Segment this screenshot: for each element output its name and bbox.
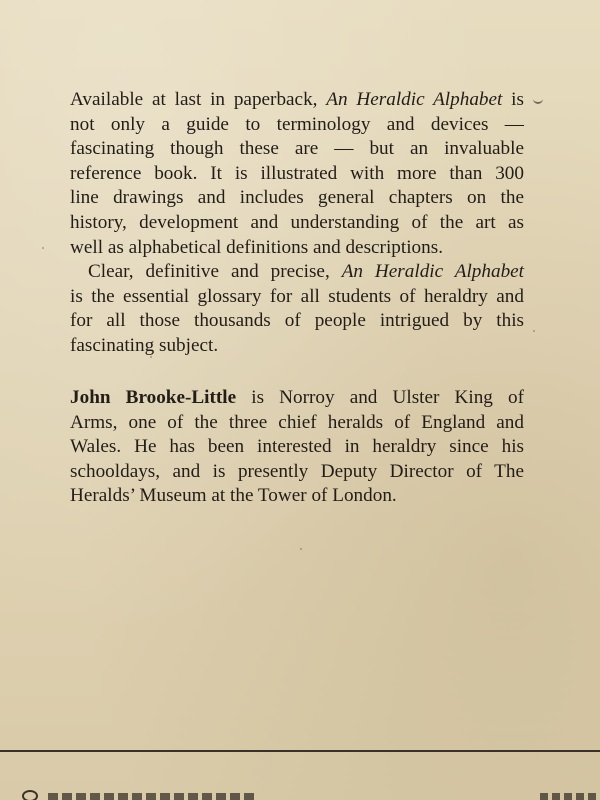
bio-line-3: Wales. He has been interested in heraldry since his xyxy=(70,436,524,458)
blurb-line-1 xyxy=(70,88,524,113)
paper-speck xyxy=(533,330,535,332)
bio-line-5: Heralds’ Museum at the Tower of London. xyxy=(70,485,397,507)
bio-text: is Norroy and Ulster King of xyxy=(236,387,524,408)
blurb-line-4: reference book. It is illustrated with more than 300 xyxy=(70,162,524,184)
blurb-line-2: not only a guide to terminology and devices — xyxy=(70,113,524,135)
blurb-line-11: fascinating subject. xyxy=(70,334,219,356)
blurb-text: Clear, definitive and precise, xyxy=(88,261,342,283)
paper-speck xyxy=(42,247,44,249)
paper-speck xyxy=(150,356,152,358)
blurb-line-5: line drawings and includes general chapters on the xyxy=(70,187,524,209)
publisher-logo-icon xyxy=(22,790,38,800)
author-bio xyxy=(70,386,524,509)
book-title: An Heraldic Alphabet xyxy=(341,261,525,283)
cropped-footer-text-right xyxy=(540,793,596,800)
blurb-line-9: is the essential glossary for all students of heraldry and xyxy=(70,285,524,307)
blurb-line-7: well as alphabetical definitions and descriptions. xyxy=(70,236,443,258)
bio-line-2: Arms, one of the three chief heralds of England and xyxy=(70,411,524,433)
blurb-line-10: for all those thousands of people intrigued by this xyxy=(70,310,524,332)
blurb-line-8 xyxy=(70,260,524,285)
blurb-line-3: fascinating though these are — but an invaluable xyxy=(70,138,524,160)
blurb-line-6: history, development and understanding of the art as xyxy=(70,211,524,233)
book-title: An Heraldic Alphabet xyxy=(326,89,503,110)
author-name: John Brooke-Little xyxy=(70,387,237,408)
blurb-text: Available at last in paperback, xyxy=(70,89,327,110)
book-blurb xyxy=(70,88,524,359)
paper-speck xyxy=(300,548,302,550)
pencil-mark xyxy=(533,98,543,104)
bio-line-1 xyxy=(70,386,524,411)
cropped-footer xyxy=(0,788,600,800)
blurb-text: is xyxy=(502,89,524,110)
bio-line-4: schooldays, and is presently Deputy Director of The xyxy=(70,460,524,482)
footer-rule xyxy=(0,750,600,752)
cropped-footer-text-left xyxy=(48,793,258,800)
